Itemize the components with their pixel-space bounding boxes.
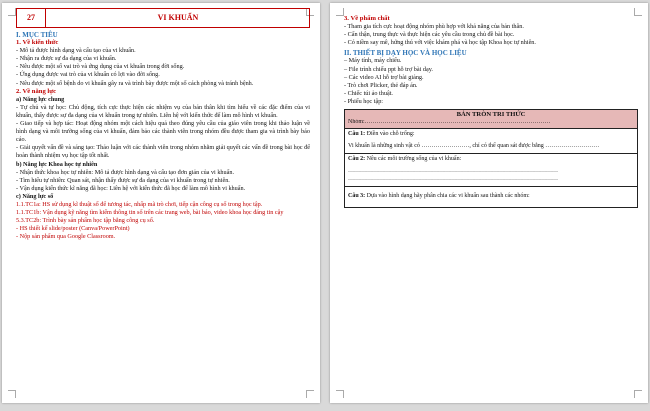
- answer-line: ……………………………………………………………………………………………: [348, 168, 558, 174]
- list-item: - Nộp sản phẩm qua Google Classroom.: [16, 233, 116, 241]
- question-text: Điền vào chỗ trống:: [365, 131, 415, 138]
- list-item: – Máy tính, máy chiếu.: [344, 57, 402, 65]
- crop-mark: [306, 390, 314, 398]
- right-content: [344, 15, 638, 208]
- competency-heading: 2. Về năng lực: [16, 87, 57, 95]
- question-label: Câu 2:: [348, 156, 366, 163]
- list-item: - Có niềm say mê, hứng thú với việc khám phá và học tập Khoa học tự nhiên.: [344, 39, 536, 47]
- list-item: - Vận dụng kiến thức kĩ năng đã học: Liên hệ với kiến thức đã học để làm mô hình vi khuẩn.: [16, 184, 246, 192]
- list-item: 1.1.TC1b: Vận dụng kỹ năng tìm kiếm thông tin số trên các trang web, bài báo, video khoa học đáng tin cậy: [16, 209, 284, 217]
- worksheet-box: [344, 109, 638, 208]
- page-number: 27: [17, 9, 46, 27]
- list-item: - Tự chủ và tự học: Chủ động, tích cực thực hiện các nhiệm vụ của bản thân khi tìm hiểu về các đặc điểm của vi khuẩn, thấy được sự đa dạng của vi khuẩn trong tự nhiên. Liên hệ với kiến thức để làm mô hình vi khuẩn.: [16, 103, 310, 119]
- section-objectives: I. MỤC TIÊU: [16, 31, 58, 39]
- list-item: – File trình chiếu ppt hỗ trợ bài dạy.: [344, 65, 433, 73]
- question-label: Câu 1:: [348, 131, 366, 138]
- list-item: - Mô tả được hình dạng và cấu tạo của vi khuẩn.: [16, 47, 136, 55]
- right-page: [330, 3, 648, 403]
- left-page: [2, 3, 320, 403]
- worksheet-header: [345, 110, 637, 129]
- list-item: - HS thiết kế slide/poster (Canva/PowerPoint): [16, 225, 130, 233]
- list-item: - Giao tiếp và hợp tác: Hoạt động nhóm một cách hiệu quả theo đúng yêu cầu của giáo viên trong khi thảo luận về hình dạng và môi trường sống của vi khuẩn, đảm bảo các thành viên trong nhóm đều được tham gia và trình bày báo cáo.: [16, 120, 310, 144]
- equipment-heading: II. THIẾT BỊ DẠY HỌC VÀ HỌC LIỆU: [344, 49, 467, 58]
- list-item: - Trò chơi Plicker, thẻ đáp án.: [344, 81, 418, 89]
- group-field: Nhóm:…………………………………………………………………………………: [348, 118, 551, 125]
- question-3: [345, 187, 637, 207]
- question-text: Dựa vào hình dạng hãy phân chia các vi khuẩn sau thành các nhóm:: [365, 193, 530, 200]
- science-competency-heading: b) Năng lực Khoa học tự nhiên: [16, 160, 98, 168]
- knowledge-heading: 1. Về kiến thức: [16, 39, 59, 47]
- list-item: - Nêu được một số bệnh do vi khuẩn gây ra và trình bày được một số cách phòng và tránh bệnh.: [16, 79, 254, 87]
- list-item: 5.3.TC2b: Trình bày sản phẩm học tập bằng công cụ số.: [16, 217, 155, 225]
- list-item: 1.1.TC1a: HS sử dụng kĩ thuật số để tương tác, nhấp mã trò chơi, tiếp cận công cụ số trong học tập.: [16, 200, 263, 208]
- list-item: - Tìm hiểu tự nhiên: Quan sát, nhận thấy được sự đa dạng của vi khuẩn trong tự nhiên.: [16, 176, 230, 184]
- digital-competency-heading: c) Năng lực số: [16, 192, 54, 200]
- general-competency-heading: a) Năng lực chung: [16, 95, 65, 103]
- question-1: [345, 129, 637, 154]
- list-item: - Chiếc túi ảo thuật.: [344, 89, 393, 97]
- lesson-header: [16, 8, 310, 28]
- list-item: - Tham gia tích cực hoạt động nhóm phù hợp với khả năng của bản thân.: [344, 23, 524, 31]
- crop-mark: [336, 390, 344, 398]
- question-body: Vi khuẩn là những sinh vật có ……………………, chỉ có thể quan sát được bằng ………………………: [348, 142, 600, 149]
- list-item: - Nhận thức khoa học tự nhiên: Mô tả được hình dạng và cấu tạo đơn giản của vi khuẩn.: [16, 168, 234, 176]
- lesson-title: VI KHUẨN: [157, 12, 199, 22]
- crop-mark: [336, 8, 344, 16]
- list-item: - Giải quyết vấn đề và sáng tạo: Thảo luận với các thành viên trong nhóm nhằm giải quyết các vấn đề trong bài học để hoàn thành nhiệm vụ học tập tốt nhất.: [16, 144, 310, 160]
- crop-mark: [8, 390, 16, 398]
- question-2: [345, 154, 637, 187]
- question-text: Nêu các môi trường sống của vi khuẩn:: [365, 156, 462, 163]
- list-item: – Các video AI hỗ trợ bài giảng.: [344, 73, 424, 81]
- list-item: - Cẩn thận, trung thực và thực hiện các yêu cầu trong chủ đề bài học.: [344, 31, 515, 39]
- left-content: [16, 8, 310, 241]
- knowledge-list: [16, 47, 310, 87]
- answer-line: ……………………………………………………………………………………………: [348, 175, 558, 182]
- list-item: - Phiếu học tập:: [344, 97, 384, 105]
- list-item: - Nhận ra được sự đa dạng của vi khuẩn.: [16, 55, 117, 63]
- question-label: Câu 3:: [348, 193, 366, 200]
- worksheet-title: BẢN TRÒN TRI THỨC: [456, 111, 526, 119]
- crop-mark: [8, 8, 16, 16]
- list-item: - Ứng dụng được vai trò của vi khuẩn có lợi vào đời sống.: [16, 71, 160, 79]
- list-item: - Nêu được một số vai trò và ứng dụng của vi khuẩn trong đời sống.: [16, 63, 185, 71]
- qualities-heading: 3. Về phẩm chất: [344, 15, 390, 22]
- crop-mark: [634, 390, 642, 398]
